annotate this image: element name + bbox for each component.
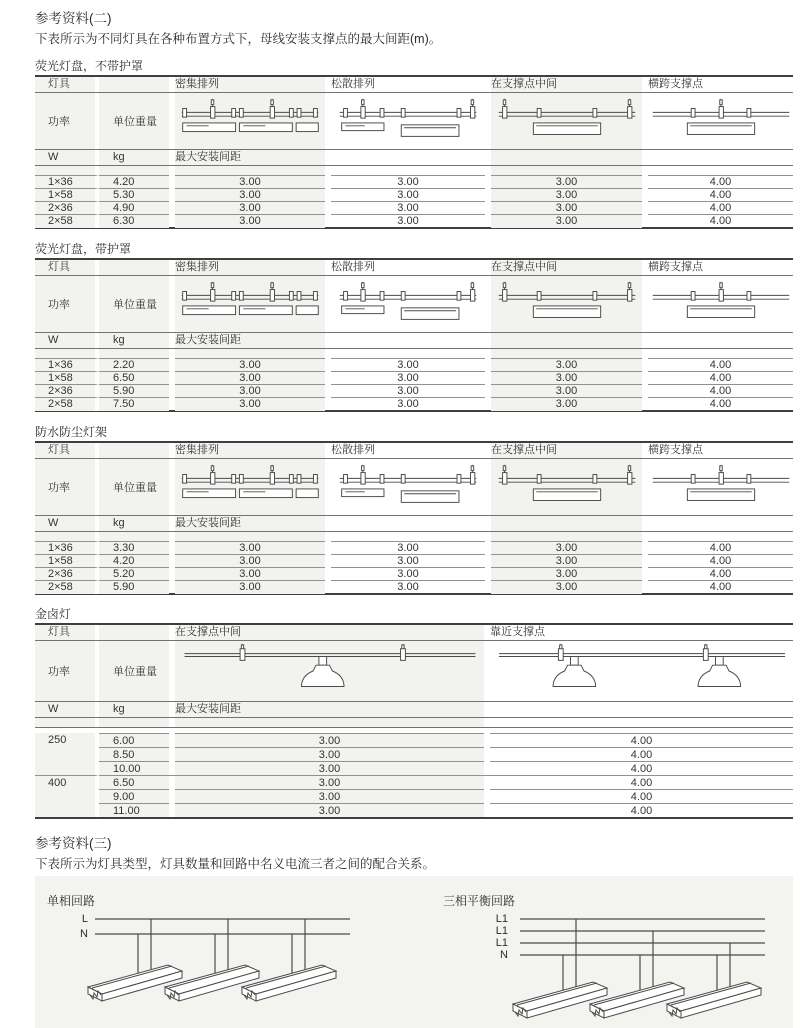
spacing-table [35, 441, 793, 595]
spacing-value-cell: 3.00 [175, 397, 325, 411]
power-group-250 [35, 733, 793, 775]
spacing-value-cell: 3.00 [331, 384, 485, 398]
diagram-mid-support [491, 93, 642, 149]
lighting-table-section [35, 240, 793, 412]
column-header-across: 横跨支撑点 [648, 444, 703, 456]
page-title-ref2: 参考资料(二) [35, 11, 112, 26]
power-cell: 2×58 [35, 214, 99, 228]
units-row [35, 150, 793, 165]
weight-cell: 10.00 [99, 761, 169, 775]
metal-halide-section [35, 605, 793, 819]
units-row [35, 516, 793, 531]
power-header: 功率 [35, 459, 99, 515]
unit-weight-header: 单位重量 [99, 93, 169, 149]
spacing-table [35, 75, 793, 229]
line-label-L: L [81, 913, 88, 925]
power-cell: 2×36 [35, 384, 99, 398]
watt-label: W [35, 150, 99, 165]
spacer-row [35, 718, 793, 727]
header-row [35, 260, 793, 275]
spacing-value-cell: 4.00 [648, 541, 793, 555]
three-phase-title: 三相平衡回路 [443, 894, 516, 908]
max-spacing-label: 最大安装间距 [175, 702, 484, 717]
weight-cell: 5.90 [99, 580, 169, 594]
power-cell: 1×58 [35, 554, 99, 568]
column-header-across: 横跨支撑点 [648, 78, 703, 90]
spacing-value-cell: 4.00 [648, 580, 793, 594]
spacing-value-cell: 4.00 [648, 554, 793, 568]
column-header-dense: 密集排列 [175, 77, 325, 92]
power-cell: 1×36 [35, 358, 99, 372]
spacing-value-cell: 3.00 [331, 554, 485, 568]
diagram-dense-arrangement [175, 459, 325, 515]
spacing-value-cell: 3.00 [491, 214, 642, 228]
spacing-value-cell: 3.00 [175, 775, 484, 789]
diagram-lamp-near-support [490, 641, 793, 701]
spacing-value-cell: 3.00 [331, 541, 485, 555]
column-header-mid: 在支撑点中间 [491, 443, 642, 458]
spacing-value-cell: 3.00 [175, 201, 325, 215]
power-cell: 1×58 [35, 371, 99, 385]
busbar-dense-icon [179, 279, 321, 329]
spacing-value-cell: 3.00 [175, 384, 325, 398]
column-header-loose: 松散排列 [331, 444, 375, 456]
section-title: 防水防尘灯架 [35, 425, 108, 439]
table-row [35, 201, 793, 214]
weight-cell: 5.20 [99, 567, 169, 581]
diagram-row [35, 93, 793, 149]
spacing-value-cell: 3.00 [491, 567, 642, 581]
section-title: 荧光灯盘，带护罩 [35, 242, 132, 256]
spacing-value-cell: 3.00 [491, 358, 642, 372]
weight-cell: 6.00 [99, 733, 169, 747]
diagram-dense-arrangement [175, 93, 325, 149]
circuit-diagrams-panel [35, 876, 793, 1028]
kg-label: kg [99, 516, 169, 531]
spacing-value-cell: 3.00 [175, 747, 484, 761]
diagram-loose-arrangement [331, 93, 485, 149]
page-title-ref3: 参考资料(三) [35, 836, 112, 851]
single-phase-circuit-diagram [60, 902, 390, 1026]
column-header-mid: 在支撑点中间 [491, 260, 642, 275]
column-header-fixture: 灯具 [35, 625, 99, 640]
pendant-lamp-near-icon [494, 642, 790, 700]
line-label-N: N [80, 928, 88, 940]
watt-label: W [35, 516, 99, 531]
watt-label: W [35, 702, 99, 717]
spacing-value-cell: 4.00 [490, 733, 793, 747]
spacing-value-cell: 3.00 [175, 761, 484, 775]
spacer-row [35, 349, 793, 358]
max-spacing-label: 最大安装间距 [175, 333, 325, 348]
spacer-row [35, 532, 793, 541]
column-header-near: 靠近支撑点 [490, 626, 545, 638]
diagram-across-support [648, 276, 793, 332]
column-header-fixture: 灯具 [35, 77, 99, 92]
spacing-value-cell: 4.00 [648, 214, 793, 228]
diagram-loose-arrangement [331, 276, 485, 332]
diagram-row [35, 641, 793, 701]
weight-cell: 11.00 [99, 803, 169, 817]
spacing-value-cell: 3.00 [491, 541, 642, 555]
spacing-value-cell: 3.00 [491, 201, 642, 215]
spacing-value-cell: 3.00 [331, 371, 485, 385]
diagram-lamp-mid-support [175, 641, 484, 701]
column-header-fixture: 灯具 [35, 260, 99, 275]
spacing-value-cell: 3.00 [331, 188, 485, 202]
weight-cell: 4.20 [99, 175, 169, 189]
line-label-L1: L1 [495, 913, 508, 925]
table-row [35, 214, 793, 227]
line-label-L1: L1 [495, 925, 508, 937]
watt-label: W [35, 333, 99, 348]
column-header-loose: 松散排列 [331, 78, 375, 90]
table-row [35, 371, 793, 384]
spacing-value-cell: 3.00 [331, 580, 485, 594]
table-row [35, 541, 793, 554]
table-row [35, 397, 793, 410]
line-label-L1: L1 [495, 937, 508, 949]
lighting-table-section [35, 57, 793, 229]
spacing-table [35, 258, 793, 412]
kg-label: kg [99, 702, 169, 717]
spacing-value-cell: 3.00 [491, 175, 642, 189]
busbar-across-support-icon [650, 462, 792, 512]
power-cell: 400 [35, 775, 99, 817]
diagram-mid-support [491, 459, 642, 515]
weight-cell: 5.30 [99, 188, 169, 202]
spacer-row [35, 166, 793, 175]
spacing-value-cell: 4.00 [648, 201, 793, 215]
busbar-mid-support-icon [496, 96, 638, 146]
power-cell: 2×36 [35, 201, 99, 215]
kg-label: kg [99, 150, 169, 165]
line-label-N: N [500, 949, 508, 961]
spacing-value-cell: 4.00 [490, 761, 793, 775]
table-row [35, 188, 793, 201]
units-row [35, 333, 793, 348]
diagram-across-support [648, 459, 793, 515]
busbar-loose-icon [337, 279, 479, 329]
spacing-value-cell: 4.00 [490, 789, 793, 803]
power-cell: 2×58 [35, 580, 99, 594]
spacing-value-cell: 3.00 [331, 567, 485, 581]
weight-cell: 9.00 [99, 789, 169, 803]
table-row [35, 554, 793, 567]
spacing-value-cell: 3.00 [175, 733, 484, 747]
busbar-dense-icon [179, 462, 321, 512]
power-header: 功率 [35, 641, 99, 701]
weight-cell: 7.50 [99, 397, 169, 411]
header-row [35, 625, 793, 640]
weight-cell: 8.50 [99, 747, 169, 761]
units-row [35, 702, 793, 717]
spacing-value-cell: 3.00 [175, 214, 325, 228]
spacing-value-cell: 3.00 [175, 358, 325, 372]
spacing-value-cell: 3.00 [331, 214, 485, 228]
busbar-across-support-icon [650, 96, 792, 146]
spacing-value-cell: 3.00 [175, 567, 325, 581]
power-cell: 2×58 [35, 397, 99, 411]
section-title: 荧光灯盘，不带护罩 [35, 59, 144, 73]
spacing-value-cell: 4.00 [648, 358, 793, 372]
column-header-loose: 松散排列 [331, 261, 375, 273]
weight-cell: 5.90 [99, 384, 169, 398]
spacing-value-cell: 3.00 [175, 789, 484, 803]
diagram-loose-arrangement [331, 459, 485, 515]
max-spacing-label: 最大安装间距 [175, 516, 325, 531]
header-row [35, 443, 793, 458]
column-header-mid: 在支撑点中间 [175, 625, 484, 640]
spacing-value-cell: 4.00 [490, 775, 793, 789]
table-row [35, 175, 793, 188]
section-title: 金卤灯 [35, 607, 72, 621]
spacing-value-cell: 3.00 [175, 580, 325, 594]
metal-halide-table [35, 623, 793, 819]
max-spacing-label: 最大安装间距 [175, 150, 325, 165]
spacing-value-cell: 3.00 [331, 397, 485, 411]
busbar-loose-icon [337, 462, 479, 512]
spacing-value-cell: 3.00 [331, 201, 485, 215]
spacing-value-cell: 3.00 [331, 175, 485, 189]
spacing-value-cell: 3.00 [491, 580, 642, 594]
diagram-dense-arrangement [175, 276, 325, 332]
table-row [35, 384, 793, 397]
spacing-value-cell: 3.00 [491, 384, 642, 398]
diagram-mid-support [491, 276, 642, 332]
power-cell: 1×36 [35, 541, 99, 555]
weight-cell: 3.30 [99, 541, 169, 555]
column-header-dense: 密集排列 [175, 260, 325, 275]
three-phase-circuit-diagram [465, 902, 785, 1026]
table-row [35, 358, 793, 371]
weight-cell: 6.30 [99, 214, 169, 228]
unit-weight-header: 单位重量 [99, 276, 169, 332]
spacing-value-cell: 3.00 [491, 397, 642, 411]
weight-cell: 6.50 [99, 775, 169, 789]
spacing-value-cell: 3.00 [175, 371, 325, 385]
spacing-value-cell: 3.00 [175, 541, 325, 555]
spacing-value-cell: 3.00 [175, 803, 484, 817]
power-cell: 2×36 [35, 567, 99, 581]
diagram-row [35, 276, 793, 332]
busbar-dense-icon [179, 96, 321, 146]
power-group-400 [35, 775, 793, 817]
spacing-value-cell: 4.00 [648, 371, 793, 385]
single-phase-title: 单相回路 [47, 894, 96, 908]
spacing-value-cell: 3.00 [491, 554, 642, 568]
header-row [35, 77, 793, 92]
weight-cell: 4.20 [99, 554, 169, 568]
weight-cell: 2.20 [99, 358, 169, 372]
busbar-loose-icon [337, 96, 479, 146]
spacing-value-cell: 3.00 [175, 175, 325, 189]
busbar-mid-support-icon [496, 279, 638, 329]
unit-weight-header: 单位重量 [99, 641, 169, 701]
power-cell: 250 [35, 733, 99, 775]
spacing-value-cell: 4.00 [490, 747, 793, 761]
power-header: 功率 [35, 93, 99, 149]
column-header-dense: 密集排列 [175, 443, 325, 458]
lighting-table-section [35, 423, 793, 595]
spacing-value-cell: 3.00 [491, 371, 642, 385]
busbar-mid-support-icon [496, 462, 638, 512]
power-header: 功率 [35, 276, 99, 332]
spacing-value-cell: 4.00 [648, 567, 793, 581]
unit-weight-header: 单位重量 [99, 459, 169, 515]
column-header-across: 横跨支撑点 [648, 261, 703, 273]
table-row [35, 567, 793, 580]
spacing-value-cell: 3.00 [491, 188, 642, 202]
ref3-subtitle: 下表所示为灯具类型，灯具数量和回路中名义电流三者之间的配合关系。 [35, 857, 436, 871]
spacing-value-cell: 4.00 [648, 175, 793, 189]
spacing-value-cell: 4.00 [490, 803, 793, 817]
weight-cell: 6.50 [99, 371, 169, 385]
kg-label: kg [99, 333, 169, 348]
diagram-across-support [648, 93, 793, 149]
ref2-subtitle: 下表所示为不同灯具在各种布置方式下，母线安装支撑点的最大间距(m)。 [35, 32, 442, 46]
pendant-lamp-mid-icon [180, 642, 480, 700]
spacing-value-cell: 4.00 [648, 188, 793, 202]
table-row [35, 580, 793, 593]
power-cell: 1×58 [35, 188, 99, 202]
busbar-across-support-icon [650, 279, 792, 329]
spacing-value-cell: 3.00 [175, 188, 325, 202]
power-cell: 1×36 [35, 175, 99, 189]
fluorescent-tables [35, 57, 793, 606]
spacing-value-cell: 4.00 [648, 397, 793, 411]
column-header-mid: 在支撑点中间 [491, 77, 642, 92]
spacing-value-cell: 4.00 [648, 384, 793, 398]
spacing-value-cell: 3.00 [331, 358, 485, 372]
spacing-value-cell: 3.00 [175, 554, 325, 568]
diagram-row [35, 459, 793, 515]
column-header-fixture: 灯具 [35, 443, 99, 458]
weight-cell: 4.90 [99, 201, 169, 215]
